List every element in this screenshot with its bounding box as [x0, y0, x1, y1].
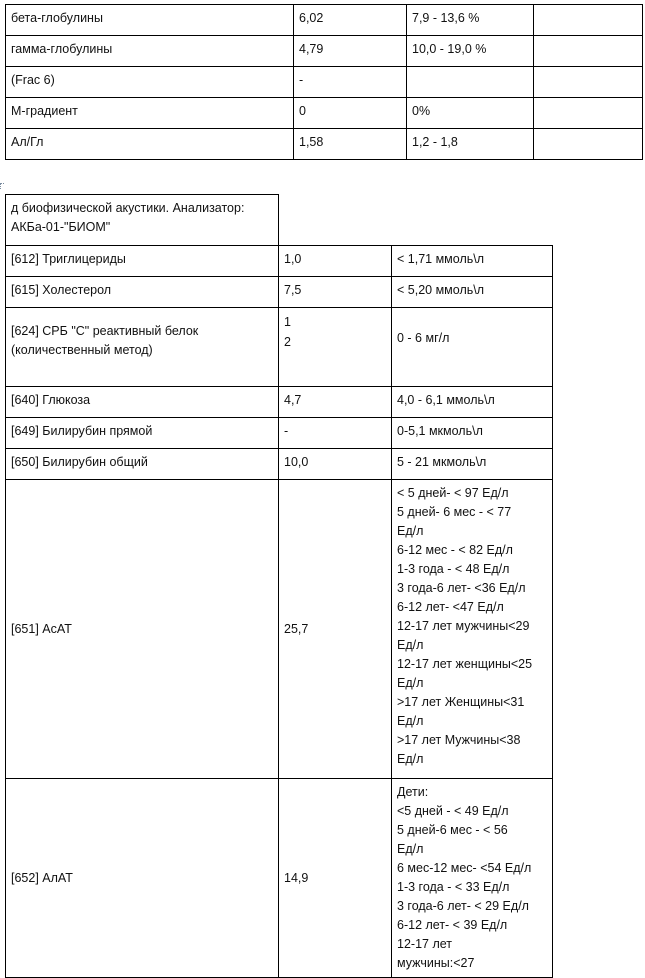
table-row	[6, 449, 553, 480]
reference-range: < 5 дней- < 97 Ед/л 5 дней- 6 мес - < 77 Ед/л 6-12 мес - < 82 Ед/л 1-3 года - < 48 Ед/л 3 года-6 лет- <36 Ед/л 6-12 лет- <47 Ед/л 12-17 лет мужчины<29 Ед/л 12-17 лет женщины<25 Ед/л >17 лет Женщины<31 Ед/л >17 лет Мужчины<38 Ед/л	[392, 480, 553, 779]
extra-cell	[534, 67, 643, 98]
reference-range: 0 - 6 мг/л	[392, 308, 553, 387]
reference-range	[407, 67, 534, 98]
reference-range: 0%	[407, 98, 534, 129]
test-value: 0	[294, 98, 407, 129]
test-name: [649] Билирубин прямой	[6, 418, 279, 449]
reference-range: 4,0 - 6,1 ммоль\л	[392, 387, 553, 418]
test-value: -	[294, 67, 407, 98]
reference-range: < 5,20 ммоль\л	[392, 277, 553, 308]
table-row	[6, 5, 643, 36]
test-name: [612] Триглицериды	[6, 246, 279, 277]
test-value: 4,79	[294, 36, 407, 67]
test-name: [652] АлАТ	[6, 779, 279, 978]
test-name: бета-глобулины	[6, 5, 294, 36]
table-row	[6, 387, 553, 418]
test-name: М-градиент	[6, 98, 294, 129]
reference-range: 5 - 21 мкмоль\л	[392, 449, 553, 480]
reference-range: 0-5,1 мкмоль\л	[392, 418, 553, 449]
reference-range: 7,9 - 13,6 %	[407, 5, 534, 36]
extra-cell	[534, 36, 643, 67]
extra-cell	[534, 98, 643, 129]
table-row	[6, 98, 643, 129]
table-anchor-marker	[0, 183, 4, 189]
test-name: гамма-глобулины	[6, 36, 294, 67]
table-row	[6, 779, 553, 978]
method-header: д биофизической акустики. Анализатор: АКБа-01-"БИОМ"	[6, 195, 279, 246]
test-value: 1,58	[294, 129, 407, 160]
method-header-row	[6, 195, 553, 246]
test-name: [615] Холестерол	[6, 277, 279, 308]
reference-range: 10,0 - 19,0 %	[407, 36, 534, 67]
test-name: (Frac 6)	[6, 67, 294, 98]
table-row	[6, 480, 553, 779]
table-row	[6, 308, 553, 387]
reference-range: < 1,71 ммоль\л	[392, 246, 553, 277]
test-value: 1,0	[279, 246, 392, 277]
empty-cell	[392, 195, 553, 246]
test-value: 25,7	[279, 480, 392, 779]
empty-cell	[279, 195, 392, 246]
test-value: 4,7	[279, 387, 392, 418]
table-row	[6, 36, 643, 67]
biochemistry-table	[5, 194, 553, 978]
reference-range: Дети: <5 дней - < 49 Ед/л 5 дней-6 мес - < 56 Ед/л 6 мес-12 мес- <54 Ед/л 1-3 года - < 33 Ед/л 3 года-6 лет- < 29 Ед/л 6-12 лет- < 39 Ед/л 12-17 лет мужчины:<27	[392, 779, 553, 978]
test-value: -	[279, 418, 392, 449]
test-value: 7,5	[279, 277, 392, 308]
test-name: [624] СРБ "С" реактивный белок (количественный метод)	[6, 308, 279, 387]
test-value: 14,9	[279, 779, 392, 978]
table-row	[6, 277, 553, 308]
table-row	[6, 129, 643, 160]
protein-fractions-table	[5, 4, 643, 160]
extra-cell	[534, 5, 643, 36]
test-value: 10,0	[279, 449, 392, 480]
test-name: [651] АсАТ	[6, 480, 279, 779]
extra-cell	[534, 129, 643, 160]
table-row	[6, 418, 553, 449]
test-value: 6,02	[294, 5, 407, 36]
test-name: [650] Билирубин общий	[6, 449, 279, 480]
test-name: [640] Глюкоза	[6, 387, 279, 418]
table-row	[6, 246, 553, 277]
table-row	[6, 67, 643, 98]
test-value: 1 2	[279, 308, 392, 387]
reference-range: 1,2 - 1,8	[407, 129, 534, 160]
test-name: Ал/Гл	[6, 129, 294, 160]
